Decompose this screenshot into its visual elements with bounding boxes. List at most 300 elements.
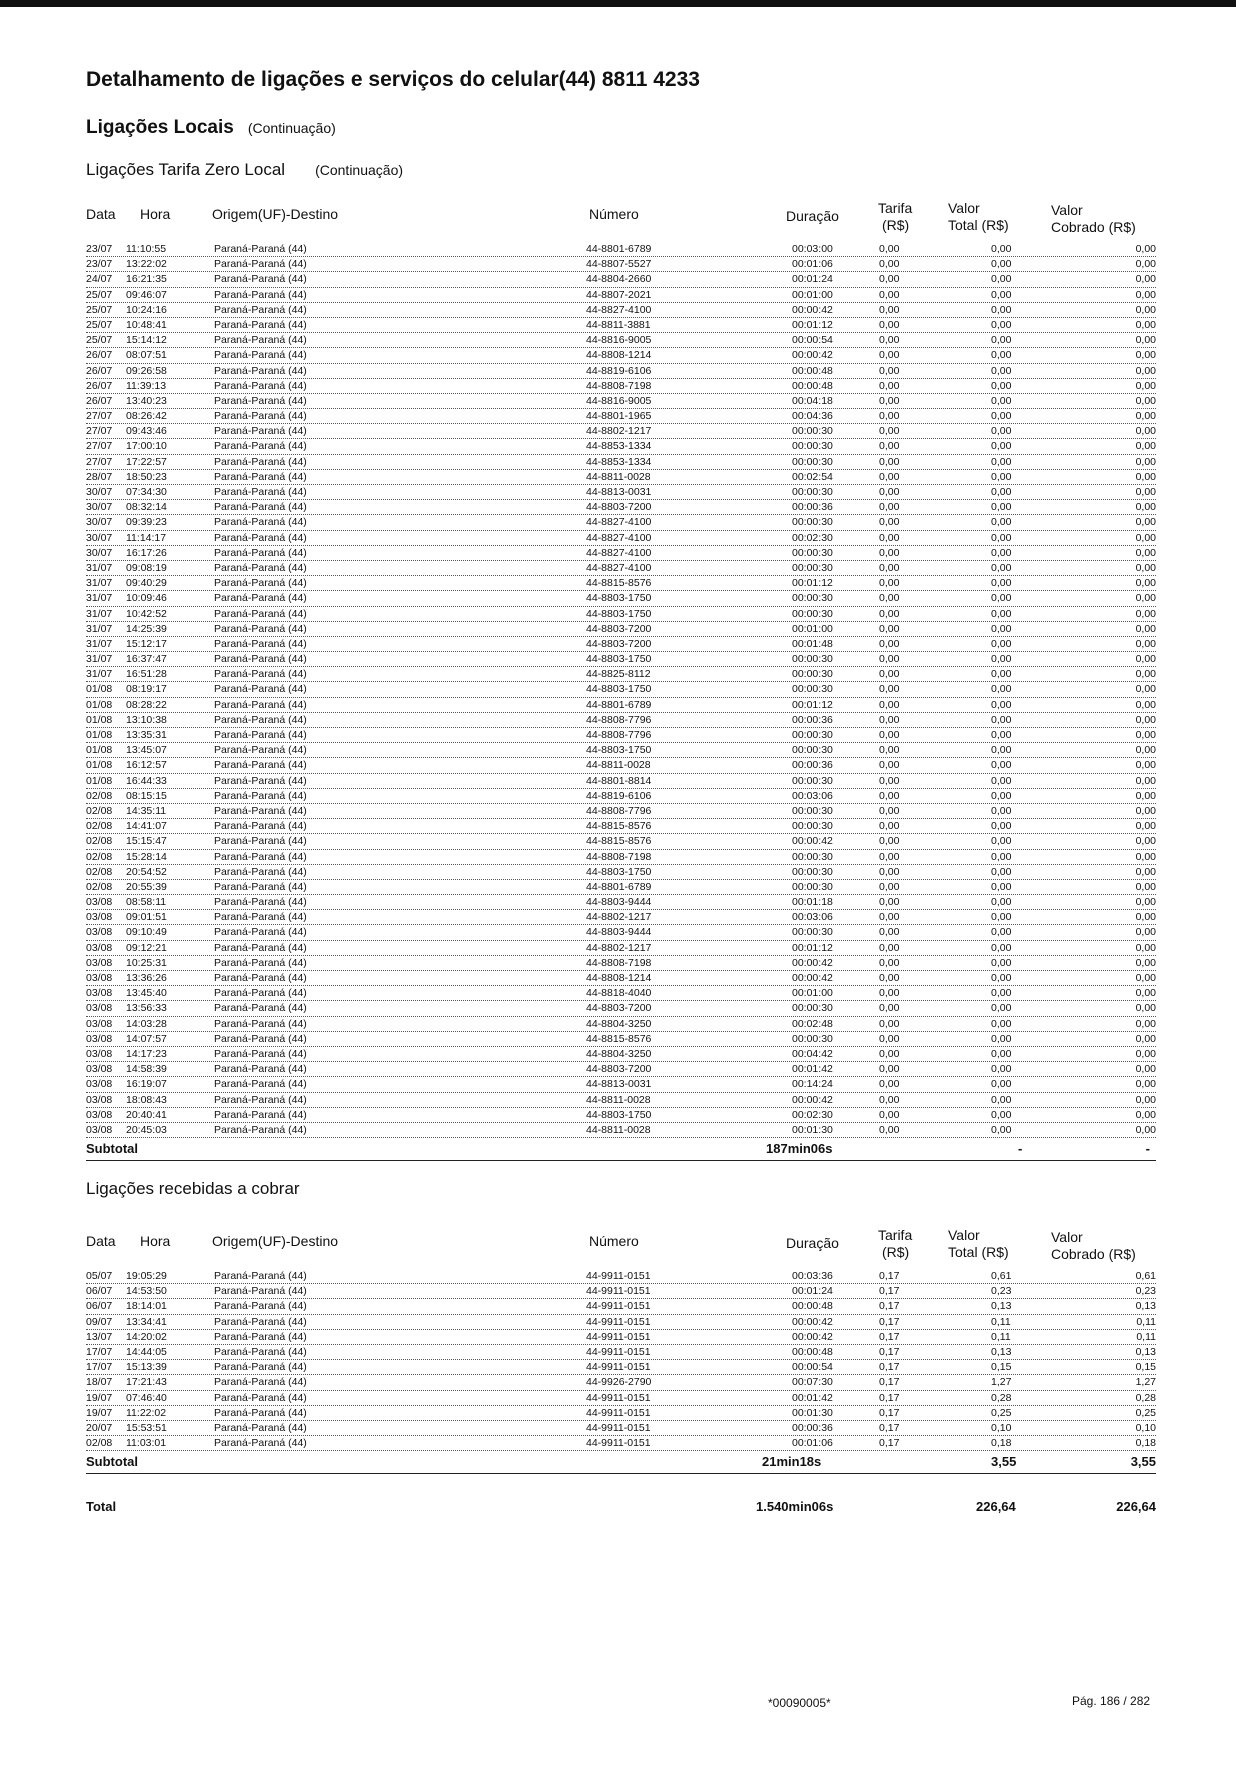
calls-table-tarifa-zero bbox=[86, 242, 1156, 1138]
cell-numero: 44-8801-8814 bbox=[586, 774, 652, 787]
cell-valor-cobrado: 0,00 bbox=[1135, 1047, 1156, 1060]
cell-numero: 44-8819-6106 bbox=[586, 364, 652, 377]
cell-hora: 09:12:21 bbox=[126, 941, 167, 954]
cell-origem-destino: Paraná-Paraná (44) bbox=[214, 1108, 307, 1121]
page-number: Pág. 186 / 282 bbox=[1072, 1694, 1151, 1708]
table-row bbox=[86, 925, 1156, 940]
cell-origem-destino: Paraná-Paraná (44) bbox=[214, 349, 307, 362]
cell-origem-destino: Paraná-Paraná (44) bbox=[214, 850, 307, 863]
cell-valor-total: 0,00 bbox=[991, 911, 1012, 924]
cell-data: 25/07 bbox=[86, 334, 113, 347]
cell-data: 31/07 bbox=[86, 622, 113, 635]
header-data: Data bbox=[86, 1233, 116, 1250]
cell-valor-cobrado: 0,00 bbox=[1135, 1108, 1156, 1121]
cell-numero: 44-8816-9005 bbox=[586, 394, 652, 407]
cell-data: 31/07 bbox=[86, 592, 113, 605]
cell-valor-cobrado: 0,00 bbox=[1135, 972, 1156, 984]
cell-numero: 44-8807-2021 bbox=[586, 288, 652, 301]
cell-origem-destino: Paraná-Paraná (44) bbox=[214, 683, 307, 696]
cell-valor-cobrado: 0,00 bbox=[1135, 926, 1156, 939]
cell-hora: 17:00:10 bbox=[126, 440, 167, 453]
cell-valor-cobrado: 0,00 bbox=[1135, 911, 1156, 924]
cell-tarifa: 0,00 bbox=[879, 334, 900, 347]
cell-tarifa: 0,00 bbox=[879, 713, 900, 726]
cell-numero: 44-8802-1217 bbox=[586, 911, 652, 924]
cell-data: 03/08 bbox=[86, 956, 113, 969]
cell-tarifa: 0,00 bbox=[879, 653, 900, 666]
header-duracao: Duração bbox=[786, 1235, 839, 1252]
cell-data: 27/07 bbox=[86, 410, 113, 423]
table-row bbox=[86, 257, 1156, 272]
cell-numero: 44-8808-7198 bbox=[586, 956, 652, 969]
cell-numero: 44-8811-0028 bbox=[586, 1123, 651, 1136]
cell-numero: 44-8808-7796 bbox=[586, 729, 652, 741]
cell-valor-cobrado: 0,00 bbox=[1135, 987, 1156, 1000]
cell-origem-destino: Paraná-Paraná (44) bbox=[214, 607, 307, 620]
cell-valor-total: 0,00 bbox=[991, 880, 1012, 893]
cell-valor-total: 0,00 bbox=[991, 683, 1012, 696]
cell-hora: 16:51:28 bbox=[126, 668, 167, 681]
cell-valor-cobrado: 0,25 bbox=[1135, 1406, 1156, 1419]
cell-origem-destino: Paraná-Paraná (44) bbox=[214, 972, 307, 984]
cell-valor-cobrado: 0,00 bbox=[1135, 1063, 1156, 1076]
cell-duracao: 00:00:30 bbox=[792, 607, 833, 620]
cell-valor-total: 0,00 bbox=[991, 835, 1012, 848]
table-row bbox=[86, 941, 1156, 956]
cell-duracao: 00:00:30 bbox=[792, 729, 833, 741]
cell-numero: 44-8811-0028 bbox=[586, 759, 651, 772]
cell-numero: 44-8815-8576 bbox=[586, 835, 652, 848]
cell-hora: 08:28:22 bbox=[126, 698, 167, 711]
cell-duracao: 00:01:06 bbox=[792, 1437, 833, 1450]
cell-duracao: 00:00:30 bbox=[792, 865, 833, 878]
table-row bbox=[86, 789, 1156, 804]
cell-origem-destino: Paraná-Paraná (44) bbox=[214, 759, 307, 772]
calls-table-recebidas bbox=[86, 1269, 1156, 1451]
table-row bbox=[86, 409, 1156, 424]
table-row bbox=[86, 637, 1156, 652]
cell-duracao: 00:02:48 bbox=[792, 1017, 833, 1030]
cell-tarifa: 0,00 bbox=[879, 637, 900, 650]
subtotal-duracao: 21min18s bbox=[762, 1454, 822, 1470]
cell-data: 03/08 bbox=[86, 987, 113, 1000]
cell-numero: 44-8803-1750 bbox=[586, 1108, 652, 1121]
cell-hora: 16:21:35 bbox=[126, 273, 167, 286]
header-origem: Origem(UF)-Destino bbox=[212, 206, 339, 222]
cell-data: 03/08 bbox=[86, 941, 113, 954]
header-tarifa-line2: (R$) bbox=[882, 217, 910, 233]
table-row bbox=[86, 424, 1156, 439]
cell-valor-cobrado: 0,00 bbox=[1135, 804, 1156, 817]
cell-numero: 44-8818-4040 bbox=[586, 987, 652, 1000]
cell-numero: 44-8803-1750 bbox=[586, 653, 652, 666]
cell-duracao: 00:00:48 bbox=[792, 364, 833, 377]
table-row bbox=[86, 288, 1156, 303]
cell-valor-cobrado: 0,00 bbox=[1135, 379, 1156, 392]
cell-duracao: 00:14:24 bbox=[792, 1078, 833, 1091]
table-row bbox=[86, 743, 1156, 758]
cell-duracao: 00:01:30 bbox=[792, 1406, 833, 1419]
cell-tarifa: 0,00 bbox=[879, 1047, 900, 1060]
table-row bbox=[86, 1001, 1156, 1016]
cell-valor-cobrado: 0,28 bbox=[1135, 1391, 1156, 1404]
cell-numero: 44-8827-4100 bbox=[586, 546, 652, 559]
cell-tarifa: 0,17 bbox=[879, 1406, 900, 1419]
cell-duracao: 00:01:42 bbox=[792, 1063, 833, 1076]
cell-valor-cobrado: 0,00 bbox=[1135, 729, 1156, 741]
table-row bbox=[86, 1093, 1156, 1108]
cell-data: 01/08 bbox=[86, 774, 113, 787]
cell-data: 25/07 bbox=[86, 318, 113, 331]
group-title-tarifa-zero bbox=[86, 156, 1156, 184]
cell-tarifa: 0,17 bbox=[879, 1346, 900, 1358]
header-hora: Hora bbox=[140, 1233, 171, 1250]
cell-duracao: 00:00:30 bbox=[792, 1002, 833, 1015]
cell-numero: 44-8808-1214 bbox=[586, 349, 652, 362]
table-row bbox=[86, 971, 1156, 986]
cell-valor-cobrado: 0,00 bbox=[1135, 334, 1156, 347]
cell-origem-destino: Paraná-Paraná (44) bbox=[214, 1017, 307, 1030]
header-vt-line1: Valor bbox=[948, 1227, 980, 1244]
cell-valor-total: 0,00 bbox=[991, 501, 1012, 514]
top-border bbox=[0, 0, 1236, 7]
cell-valor-cobrado: 0,00 bbox=[1135, 561, 1156, 574]
cell-duracao: 00:01:48 bbox=[792, 637, 833, 650]
cell-duracao: 00:02:30 bbox=[792, 1108, 833, 1121]
header-vc-line2: Cobrado (R$) bbox=[1051, 1246, 1136, 1263]
cell-tarifa: 0,00 bbox=[879, 425, 900, 438]
cell-valor-total: 0,00 bbox=[991, 865, 1012, 878]
cell-tarifa: 0,00 bbox=[879, 668, 900, 681]
cell-data: 03/08 bbox=[86, 1047, 113, 1060]
header-vc-line1: Valor bbox=[1051, 202, 1083, 218]
cell-valor-cobrado: 0,00 bbox=[1135, 425, 1156, 438]
cell-valor-total: 0,00 bbox=[991, 1108, 1012, 1121]
cell-tarifa: 0,00 bbox=[879, 607, 900, 620]
cell-data: 03/08 bbox=[86, 1032, 113, 1045]
subtotal-duracao: 187min06s bbox=[766, 1141, 833, 1157]
cell-tarifa: 0,00 bbox=[879, 273, 900, 286]
section-title bbox=[86, 112, 1156, 144]
cell-numero: 44-8813-0031 bbox=[586, 486, 652, 498]
cell-origem-destino: Paraná-Paraná (44) bbox=[214, 425, 307, 438]
table-row bbox=[86, 986, 1156, 1001]
cell-data: 26/07 bbox=[86, 349, 113, 362]
cell-tarifa: 0,00 bbox=[879, 865, 900, 878]
cell-tarifa: 0,00 bbox=[879, 820, 900, 833]
table-row bbox=[86, 303, 1156, 318]
cell-data: 03/08 bbox=[86, 1108, 113, 1121]
table-row bbox=[86, 546, 1156, 561]
cell-valor-total: 0,00 bbox=[991, 789, 1012, 802]
cell-numero: 44-8808-7796 bbox=[586, 804, 652, 817]
table-row bbox=[86, 1375, 1156, 1390]
cell-hora: 13:36:26 bbox=[126, 972, 167, 984]
cell-duracao: 00:00:30 bbox=[792, 683, 833, 696]
table-row bbox=[86, 698, 1156, 713]
cell-numero: 44-8802-1217 bbox=[586, 941, 652, 954]
cell-data: 02/08 bbox=[86, 835, 113, 848]
cell-data: 01/08 bbox=[86, 683, 113, 696]
cell-origem-destino: Paraná-Paraná (44) bbox=[214, 546, 307, 559]
section-note: (Continuação) bbox=[247, 120, 336, 136]
cell-origem-destino: Paraná-Paraná (44) bbox=[214, 835, 307, 848]
cell-origem-destino: Paraná-Paraná (44) bbox=[214, 1300, 307, 1313]
cell-hora: 10:48:41 bbox=[126, 318, 167, 331]
cell-duracao: 00:00:30 bbox=[792, 546, 833, 559]
cell-hora: 09:40:29 bbox=[126, 577, 167, 590]
cell-numero: 44-8827-4100 bbox=[586, 531, 652, 544]
cell-valor-total: 0,25 bbox=[991, 1406, 1012, 1419]
cell-duracao: 00:00:42 bbox=[792, 1330, 833, 1343]
cell-origem-destino: Paraná-Paraná (44) bbox=[214, 501, 307, 514]
cell-valor-cobrado: 0,00 bbox=[1135, 759, 1156, 772]
header-duracao: Duração bbox=[786, 208, 839, 224]
cell-valor-total: 0,00 bbox=[991, 455, 1012, 468]
cell-origem-destino: Paraná-Paraná (44) bbox=[214, 1376, 307, 1389]
table-row bbox=[86, 318, 1156, 333]
cell-hora: 13:34:41 bbox=[126, 1315, 167, 1328]
cell-tarifa: 0,00 bbox=[879, 288, 900, 301]
cell-origem-destino: Paraná-Paraná (44) bbox=[214, 1270, 307, 1283]
cell-valor-cobrado: 0,00 bbox=[1135, 653, 1156, 666]
cell-valor-cobrado: 0,00 bbox=[1135, 394, 1156, 407]
cell-origem-destino: Paraná-Paraná (44) bbox=[214, 1047, 307, 1060]
cell-tarifa: 0,17 bbox=[879, 1300, 900, 1313]
cell-duracao: 00:03:06 bbox=[792, 789, 833, 802]
cell-valor-total: 0,61 bbox=[991, 1270, 1012, 1283]
table-row bbox=[86, 561, 1156, 576]
cell-tarifa: 0,17 bbox=[879, 1391, 900, 1404]
cell-valor-cobrado: 0,18 bbox=[1135, 1437, 1156, 1450]
cell-data: 09/07 bbox=[86, 1315, 113, 1328]
cell-origem-destino: Paraná-Paraná (44) bbox=[214, 1032, 307, 1045]
cell-valor-cobrado: 0,00 bbox=[1135, 668, 1156, 681]
total-label: Total bbox=[86, 1499, 117, 1515]
table-row bbox=[86, 364, 1156, 379]
table-row bbox=[86, 728, 1156, 743]
cell-origem-destino: Paraná-Paraná (44) bbox=[214, 288, 307, 301]
cell-valor-total: 0,00 bbox=[991, 531, 1012, 544]
cell-valor-cobrado: 0,00 bbox=[1135, 410, 1156, 423]
table-row bbox=[86, 272, 1156, 287]
cell-duracao: 00:04:18 bbox=[792, 394, 833, 407]
cell-origem-destino: Paraná-Paraná (44) bbox=[214, 334, 307, 347]
table-row bbox=[86, 439, 1156, 454]
cell-tarifa: 0,00 bbox=[879, 804, 900, 817]
cell-data: 03/08 bbox=[86, 1017, 113, 1030]
cell-numero: 44-8827-4100 bbox=[586, 561, 652, 574]
cell-valor-cobrado: 0,00 bbox=[1135, 713, 1156, 726]
table-row bbox=[86, 1330, 1156, 1345]
cell-duracao: 00:01:00 bbox=[792, 288, 833, 301]
cell-tarifa: 0,00 bbox=[879, 1017, 900, 1030]
header-vt-line2: Total (R$) bbox=[948, 1244, 1009, 1261]
cell-tarifa: 0,00 bbox=[879, 926, 900, 939]
cell-numero: 44-8808-7198 bbox=[586, 379, 652, 392]
cell-duracao: 00:00:42 bbox=[792, 956, 833, 969]
cell-numero: 44-8803-7200 bbox=[586, 1002, 652, 1015]
cell-data: 25/07 bbox=[86, 303, 113, 316]
table-row bbox=[86, 834, 1156, 849]
cell-duracao: 00:01:00 bbox=[792, 622, 833, 635]
subtotal-label: Subtotal bbox=[86, 1454, 138, 1470]
cell-valor-total: 0,00 bbox=[991, 318, 1012, 331]
cell-hora: 08:32:14 bbox=[126, 501, 167, 514]
cell-duracao: 00:03:36 bbox=[792, 1270, 833, 1283]
subtotal-row-recebidas bbox=[86, 1451, 1156, 1474]
cell-valor-cobrado: 0,00 bbox=[1135, 1093, 1156, 1106]
cell-tarifa: 0,00 bbox=[879, 379, 900, 392]
cell-tarifa: 0,00 bbox=[879, 318, 900, 331]
table-row bbox=[86, 379, 1156, 394]
cell-hora: 20:40:41 bbox=[126, 1108, 167, 1121]
cell-data: 30/07 bbox=[86, 501, 113, 514]
cell-valor-cobrado: 0,00 bbox=[1135, 303, 1156, 316]
cell-origem-destino: Paraná-Paraná (44) bbox=[214, 880, 307, 893]
table-row bbox=[86, 455, 1156, 470]
cell-data: 31/07 bbox=[86, 653, 113, 666]
table-row bbox=[86, 652, 1156, 667]
cell-valor-total: 0,00 bbox=[991, 394, 1012, 407]
table-row bbox=[86, 1269, 1156, 1284]
cell-tarifa: 0,00 bbox=[879, 470, 900, 483]
cell-valor-cobrado: 0,00 bbox=[1135, 835, 1156, 848]
cell-hora: 10:42:52 bbox=[126, 607, 167, 620]
cell-valor-cobrado: 0,10 bbox=[1135, 1421, 1156, 1434]
cell-hora: 18:14:01 bbox=[126, 1300, 167, 1313]
cell-tarifa: 0,00 bbox=[879, 455, 900, 468]
cell-data: 02/08 bbox=[86, 789, 113, 802]
table-row bbox=[86, 667, 1156, 682]
cell-numero: 44-8815-8576 bbox=[586, 1032, 652, 1045]
cell-hora: 20:54:52 bbox=[126, 865, 167, 878]
cell-hora: 15:28:14 bbox=[126, 850, 167, 863]
header-numero: Número bbox=[589, 1233, 639, 1250]
cell-valor-total: 0,00 bbox=[991, 850, 1012, 863]
cell-origem-destino: Paraná-Paraná (44) bbox=[214, 394, 307, 407]
cell-hora: 14:41:07 bbox=[126, 820, 167, 833]
table-row bbox=[86, 576, 1156, 591]
page-title: Detalhamento de ligações e serviços do celular(44) 8811 4233 bbox=[86, 68, 700, 91]
cell-duracao: 00:00:54 bbox=[792, 1361, 833, 1374]
header-hora: Hora bbox=[140, 206, 171, 222]
table-row bbox=[86, 1123, 1156, 1138]
cell-hora: 13:10:38 bbox=[126, 713, 167, 726]
cell-hora: 14:17:23 bbox=[126, 1047, 167, 1060]
header-tarifa bbox=[878, 200, 912, 234]
cell-valor-total: 0,00 bbox=[991, 1078, 1012, 1091]
cell-duracao: 00:01:12 bbox=[792, 941, 833, 954]
cell-tarifa: 0,00 bbox=[879, 501, 900, 514]
cell-numero: 44-9911-0151 bbox=[586, 1437, 651, 1450]
cell-data: 26/07 bbox=[86, 364, 113, 377]
subtotal-label: Subtotal bbox=[86, 1141, 138, 1157]
table-row bbox=[86, 470, 1156, 485]
cell-valor-total: 0,00 bbox=[991, 987, 1012, 1000]
cell-origem-destino: Paraná-Paraná (44) bbox=[214, 820, 307, 833]
cell-origem-destino: Paraná-Paraná (44) bbox=[214, 911, 307, 924]
table-row bbox=[86, 591, 1156, 606]
cell-duracao: 00:01:24 bbox=[792, 273, 833, 286]
cell-numero: 44-8804-3250 bbox=[586, 1047, 652, 1060]
cell-duracao: 00:00:30 bbox=[792, 926, 833, 939]
cell-numero: 44-9911-0151 bbox=[586, 1361, 651, 1374]
header-valor-cobrado bbox=[1051, 1229, 1136, 1263]
cell-numero: 44-8803-7200 bbox=[586, 1063, 652, 1076]
cell-valor-total: 0,00 bbox=[991, 1032, 1012, 1045]
header-tarifa-line1: Tarifa bbox=[878, 1227, 913, 1244]
header-vc-line2: Cobrado (R$) bbox=[1051, 219, 1136, 235]
cell-data: 27/07 bbox=[86, 425, 113, 438]
cell-valor-total: 0,00 bbox=[991, 334, 1012, 347]
cell-valor-cobrado: 1,27 bbox=[1135, 1376, 1156, 1389]
cell-numero: 44-9911-0151 bbox=[586, 1330, 651, 1343]
cell-valor-total: 0,00 bbox=[991, 668, 1012, 681]
cell-numero: 44-9911-0151 bbox=[586, 1285, 651, 1298]
cell-duracao: 00:00:36 bbox=[792, 713, 833, 726]
cell-origem-destino: Paraná-Paraná (44) bbox=[214, 592, 307, 605]
cell-data: 31/07 bbox=[86, 607, 113, 620]
cell-valor-total: 0,00 bbox=[991, 820, 1012, 833]
cell-duracao: 00:01:12 bbox=[792, 698, 833, 711]
cell-data: 06/07 bbox=[86, 1285, 113, 1298]
cell-data: 30/07 bbox=[86, 486, 113, 498]
cell-origem-destino: Paraná-Paraná (44) bbox=[214, 1078, 307, 1091]
cell-data: 31/07 bbox=[86, 637, 113, 650]
cell-valor-total: 0,10 bbox=[991, 1421, 1012, 1434]
cell-tarifa: 0,00 bbox=[879, 774, 900, 787]
cell-valor-cobrado: 0,00 bbox=[1135, 1123, 1156, 1136]
cell-origem-destino: Paraná-Paraná (44) bbox=[214, 698, 307, 711]
cell-numero: 44-8801-6789 bbox=[586, 698, 652, 711]
document-code: *00090005* bbox=[768, 1696, 831, 1710]
cell-numero: 44-8808-7796 bbox=[586, 713, 652, 726]
cell-hora: 13:35:31 bbox=[126, 729, 167, 741]
cell-valor-cobrado: 0,00 bbox=[1135, 470, 1156, 483]
cell-hora: 14:25:39 bbox=[126, 622, 167, 635]
cell-hora: 10:09:46 bbox=[126, 592, 167, 605]
cell-hora: 10:25:31 bbox=[126, 956, 167, 969]
cell-origem-destino: Paraná-Paraná (44) bbox=[214, 622, 307, 635]
cell-data: 02/08 bbox=[86, 820, 113, 833]
cell-tarifa: 0,00 bbox=[879, 577, 900, 590]
cell-valor-total: 0,00 bbox=[991, 561, 1012, 574]
cell-valor-total: 0,00 bbox=[991, 774, 1012, 787]
cell-valor-total: 0,00 bbox=[991, 273, 1012, 286]
cell-origem-destino: Paraná-Paraná (44) bbox=[214, 258, 307, 271]
table-row bbox=[86, 1062, 1156, 1077]
table-row bbox=[86, 850, 1156, 865]
cell-valor-total: 0,00 bbox=[991, 653, 1012, 666]
table-row bbox=[86, 1284, 1156, 1299]
table-row bbox=[86, 1391, 1156, 1406]
cell-valor-total: 0,00 bbox=[991, 713, 1012, 726]
table-row bbox=[86, 1017, 1156, 1032]
table-row bbox=[86, 1108, 1156, 1123]
cell-numero: 44-8801-6789 bbox=[586, 880, 652, 893]
table-row bbox=[86, 333, 1156, 348]
cell-data: 01/08 bbox=[86, 744, 113, 757]
cell-data: 31/07 bbox=[86, 668, 113, 681]
cell-duracao: 00:00:42 bbox=[792, 1093, 833, 1106]
cell-numero: 44-8803-7200 bbox=[586, 637, 652, 650]
cell-numero: 44-8803-9444 bbox=[586, 926, 652, 939]
cell-valor-cobrado: 0,00 bbox=[1135, 880, 1156, 893]
cell-numero: 44-8802-1217 bbox=[586, 425, 652, 438]
cell-duracao: 00:00:42 bbox=[792, 303, 833, 316]
cell-valor-total: 0,00 bbox=[991, 410, 1012, 423]
